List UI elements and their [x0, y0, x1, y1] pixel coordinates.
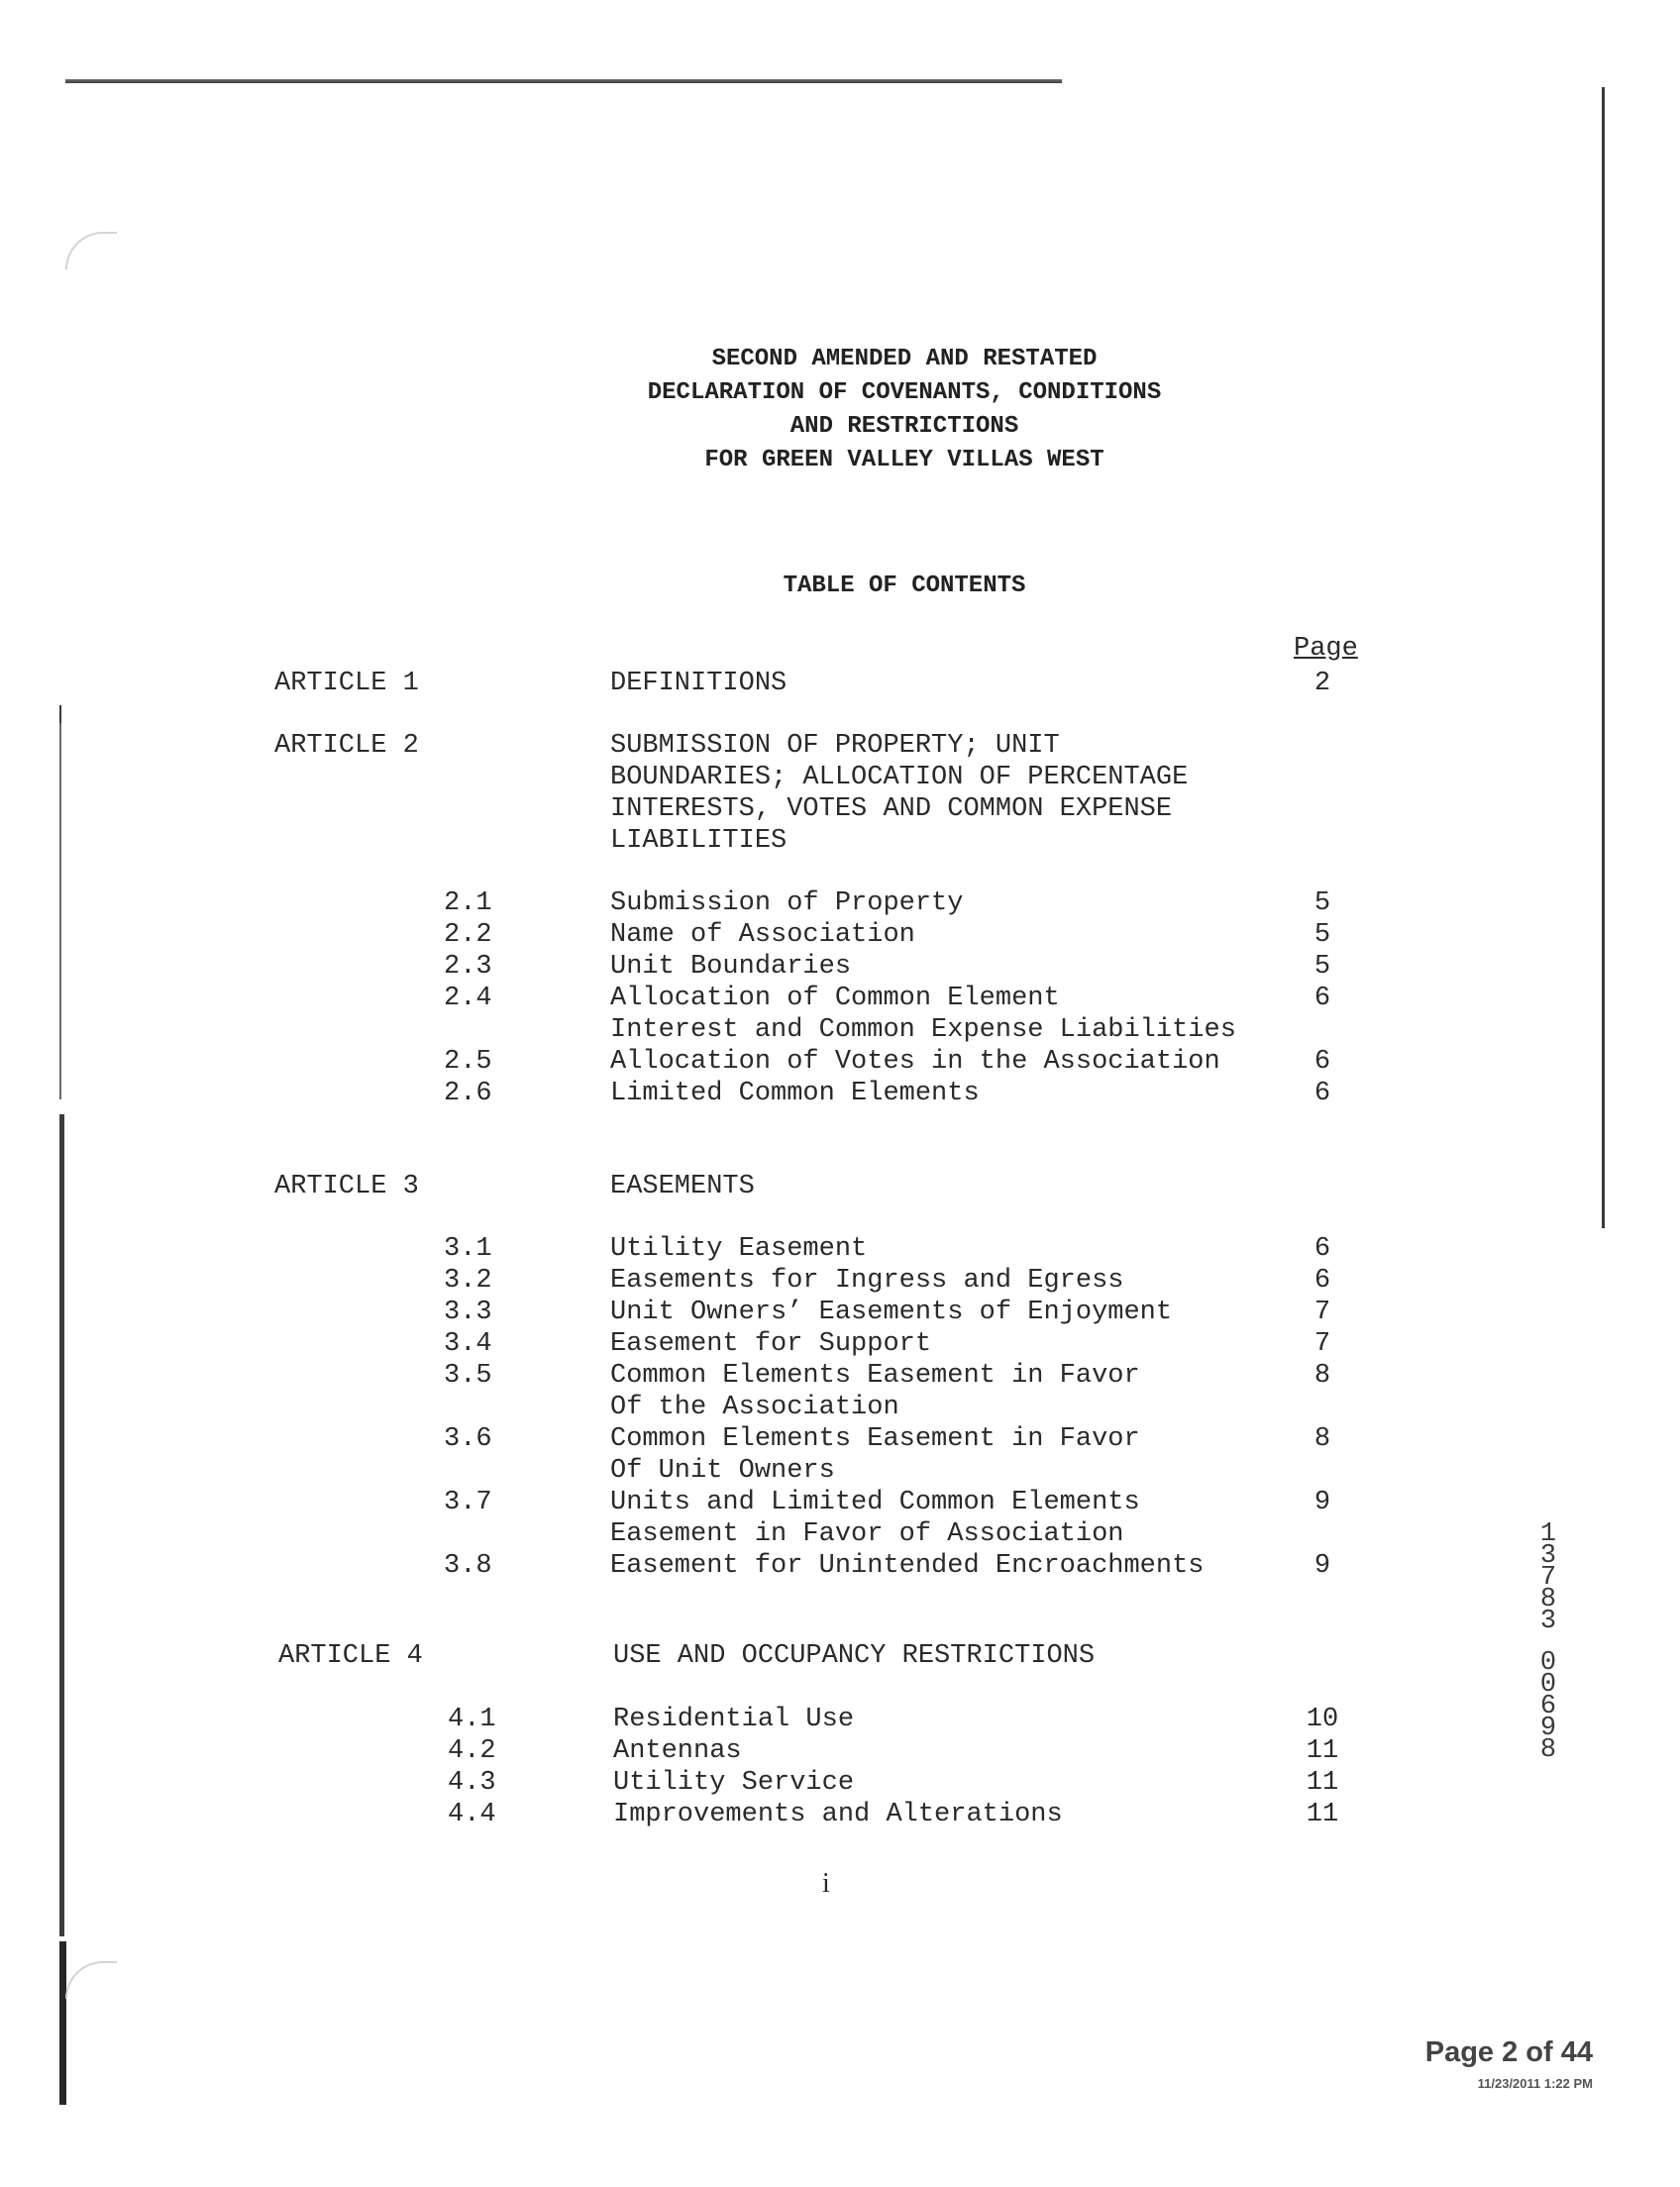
title-line: DECLARATION OF COVENANTS, CONDITIONS [647, 379, 1162, 406]
article-label: ARTICLE 3 [274, 1172, 419, 1201]
print-timestamp: 11/23/2011 1:22 PM [1477, 2076, 1593, 2091]
page-number: 9 [1313, 1551, 1331, 1581]
page-number: 6 [1313, 1079, 1331, 1108]
page-number: 8 [1313, 1424, 1331, 1454]
article-label: ARTICLE 1 [274, 669, 419, 698]
page-number: 6 [1313, 984, 1331, 1013]
article-title: EASEMENTS [610, 1172, 755, 1201]
page-number: 11 [1306, 1736, 1339, 1766]
section-number: 2.3 [444, 952, 492, 982]
section-title: Residential Use [613, 1705, 855, 1734]
section-title: Common Elements Easement in Favor [610, 1361, 1140, 1391]
page-number: 11 [1306, 1768, 1339, 1798]
article-title: LIABILITIES [610, 826, 788, 856]
page-number: 10 [1306, 1705, 1339, 1734]
section-title: Unit Boundaries [610, 952, 852, 982]
toc-heading: TABLE OF CONTENTS [783, 573, 1026, 599]
section-title: Name of Association [610, 920, 915, 950]
section-number: 3.8 [444, 1551, 492, 1581]
stamp-digit: 7 [1539, 1563, 1557, 1593]
section-title: Submission of Property [610, 888, 964, 918]
page-number-roman: i [822, 1868, 830, 1899]
section-title: Of the Association [610, 1393, 899, 1422]
top-scan-rule [65, 79, 1062, 83]
section-title: Easement for Support [610, 1329, 932, 1359]
section-title: Unit Owners’ Easements of Enjoyment [610, 1298, 1173, 1327]
section-title: Antennas [613, 1736, 742, 1766]
stamp-digit: 6 [1539, 1692, 1557, 1721]
section-number: 2.5 [444, 1047, 492, 1077]
section-number: 4.2 [448, 1736, 496, 1766]
article-title: BOUNDARIES; ALLOCATION OF PERCENTAGE [610, 763, 1189, 792]
punch-hole-mark [65, 232, 117, 269]
section-title: Common Elements Easement in Favor [610, 1424, 1140, 1454]
section-title: Interest and Common Expense Liabilities [610, 1015, 1236, 1045]
stamp-digit: 8 [1539, 1735, 1557, 1765]
section-number: 4.3 [448, 1768, 496, 1798]
stamp-digit: 8 [1539, 1585, 1557, 1614]
article-title: DEFINITIONS [610, 669, 788, 698]
article-label: ARTICLE 2 [274, 731, 419, 761]
section-number: 2.2 [444, 920, 492, 950]
section-title: Improvements and Alterations [613, 1800, 1063, 1829]
article-title: SUBMISSION OF PROPERTY; UNIT [610, 731, 1060, 761]
section-number: 3.4 [444, 1329, 492, 1359]
page-number: 11 [1306, 1800, 1339, 1829]
section-title: Allocation of Common Element [610, 984, 1060, 1013]
section-number: 3.1 [444, 1234, 492, 1264]
section-title: Of Unit Owners [610, 1456, 835, 1486]
section-title: Units and Limited Common Elements [610, 1488, 1140, 1517]
page-number: 7 [1313, 1329, 1331, 1359]
page-number: 8 [1313, 1361, 1331, 1391]
page-number: 7 [1313, 1298, 1331, 1327]
page-column-header: Page [1294, 634, 1358, 664]
left-scan-edge [59, 1941, 66, 2105]
page-number: 6 [1313, 1047, 1331, 1077]
section-title: Utility Service [613, 1768, 855, 1798]
stamp-digit: 3 [1539, 1541, 1557, 1571]
section-number: 3.2 [444, 1266, 492, 1296]
stamp-digit: 1 [1539, 1519, 1557, 1549]
section-number: 3.7 [444, 1488, 492, 1517]
section-title: Limited Common Elements [610, 1079, 980, 1108]
page-number: 5 [1313, 888, 1331, 918]
article-label: ARTICLE 4 [278, 1641, 423, 1671]
article-title: INTERESTS, VOTES AND COMMON EXPENSE [610, 794, 1173, 824]
page-number: 6 [1313, 1266, 1331, 1296]
document-title [0, 343, 1680, 477]
section-title: Allocation of Votes in the Association [610, 1047, 1220, 1077]
section-number: 3.5 [444, 1361, 492, 1391]
section-number: 4.1 [448, 1705, 496, 1734]
title-line: FOR GREEN VALLEY VILLAS WEST [704, 447, 1104, 473]
stamp-digit: 0 [1539, 1648, 1557, 1678]
section-title: Easement in Favor of Association [610, 1519, 1124, 1549]
page-counter: Page 2 of 44 [1424, 2036, 1593, 2068]
title-line: SECOND AMENDED AND RESTATED [711, 346, 1098, 372]
left-scan-edge [59, 1114, 64, 1936]
section-number: 2.1 [444, 888, 492, 918]
page-number: 5 [1313, 920, 1331, 950]
section-title: Utility Easement [610, 1234, 868, 1264]
section-number: 2.6 [444, 1079, 492, 1108]
stamp-digit: 3 [1539, 1607, 1557, 1636]
right-scan-rule [1602, 87, 1605, 1228]
article-title: USE AND OCCUPANCY RESTRICTIONS [613, 1641, 1096, 1671]
section-number: 3.6 [444, 1424, 492, 1454]
section-title: Easements for Ingress and Egress [610, 1266, 1124, 1296]
section-number: 4.4 [448, 1800, 496, 1829]
page-number: 2 [1313, 669, 1331, 698]
recording-stamp [1533, 1519, 1563, 1765]
left-scan-edge [59, 723, 61, 1099]
title-line: AND RESTRICTIONS [789, 413, 1019, 440]
page-number: 6 [1313, 1234, 1331, 1264]
punch-hole-mark [65, 1961, 117, 1999]
stamp-digit: 0 [1539, 1670, 1557, 1700]
stamp-digit: 9 [1539, 1714, 1557, 1743]
section-title: Easement for Unintended Encroachments [610, 1551, 1205, 1581]
page-number: 5 [1313, 952, 1331, 982]
section-number: 2.4 [444, 984, 492, 1013]
page-number: 9 [1313, 1488, 1331, 1517]
section-number: 3.3 [444, 1298, 492, 1327]
